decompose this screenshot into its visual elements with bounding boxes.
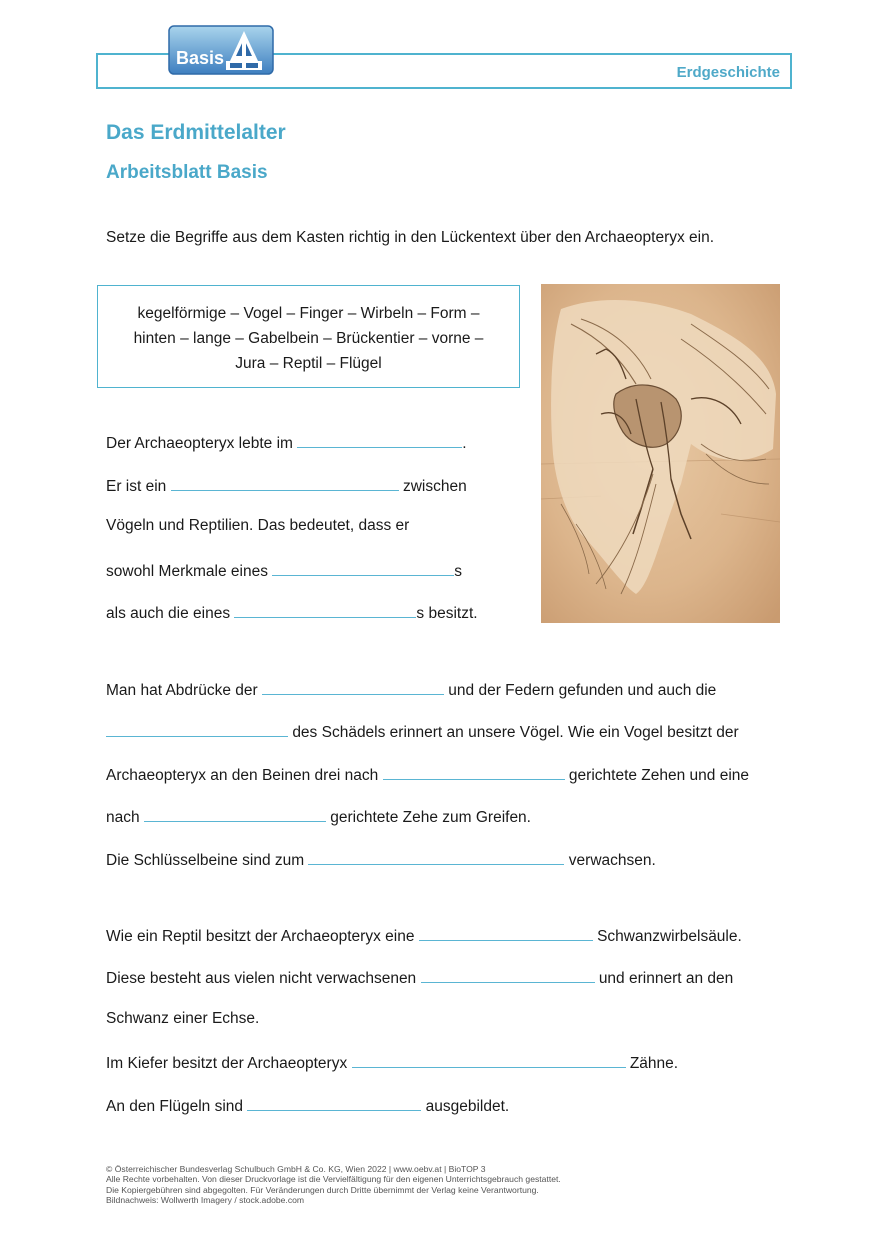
text-line: Wie ein Reptil besitzt der Archaeopteryx eine Schwanzwirbelsäule. [106,923,742,945]
page-title: Das Erdmittelalter [106,121,286,144]
text-line: Die Schlüsselbeine sind zum verwachsen. [106,847,656,869]
text-line: Man hat Abdrücke der und der Federn gefunden und auch die [106,677,716,699]
blank-field[interactable] [383,762,565,780]
subject-label: Erdgeschichte [676,64,780,81]
text-line: Schwanz einer Echse. [106,1010,260,1027]
text-line: Diese besteht aus vielen nicht verwachsenen und erinnert an den [106,965,733,987]
blank-field[interactable] [171,473,399,491]
word-box-line: kegelförmige – Vogel – Finger – Wirbeln – Form – [137,305,480,322]
page-subtitle: Arbeitsblatt Basis [106,162,268,183]
blank-field[interactable] [297,430,462,448]
text-line: nach gerichtete Zehe zum Greifen. [106,804,531,826]
blank-field[interactable] [419,923,593,941]
blank-field[interactable] [272,558,454,576]
copyright-footer: © Österreichischer Bundesverlag Schulbuch GmbH & Co. KG, Wien 2022 | www.oebv.at | BioTOP 3 Alle Rechte vorbehalten. Von dieser Druckvorlage ist die Vervielfältigung für den eigenen Unterrichtsgebrauch gestattet. Die Kopiergebühren sind abgegolten. Für Veränderungen durch Dritte übernimmt der Verlag keine Verantwortung. Bildnachweis: Wollwerth Imagery / stock.adobe.com [106,1164,561,1205]
blank-field[interactable] [308,847,564,865]
blank-field[interactable] [262,677,444,695]
text-line: An den Flügeln sind ausgebildet. [106,1093,509,1115]
text-line: Er ist ein zwischen [106,473,467,495]
blank-field[interactable] [144,804,326,822]
blank-field[interactable] [106,719,288,737]
text-line: Archaeopteryx an den Beinen drei nach gerichtete Zehen und eine [106,762,749,784]
blank-field[interactable] [352,1050,626,1068]
blank-field[interactable] [421,965,595,983]
logo-text: Basis [176,48,225,68]
blank-field[interactable] [247,1093,421,1111]
text-line: Der Archaeopteryx lebte im . [106,430,467,452]
text-line: als auch die eines s besitzt. [106,600,478,622]
text-line: des Schädels erinnert an unsere Vögel. Wie ein Vogel besitzt der [106,719,739,741]
blank-field[interactable] [234,600,416,618]
word-box [97,285,520,388]
basis-logo [168,25,274,75]
instruction-text: Setze die Begriffe aus dem Kasten richtig in den Lückentext über den Archaeopteryx ein. [106,229,715,246]
word-box-line: Jura – Reptil – Flügel [235,355,382,372]
text-line: Vögeln und Reptilien. Das bedeutet, dass er [106,517,410,534]
text-line: sowohl Merkmale eines s [106,558,462,580]
word-box-line: hinten – lange – Gabelbein – Brückentier – vorne – [133,330,484,347]
text-line: Im Kiefer besitzt der Archaeopteryx Zähne. [106,1050,678,1072]
archaeopteryx-fossil-image [541,284,780,623]
